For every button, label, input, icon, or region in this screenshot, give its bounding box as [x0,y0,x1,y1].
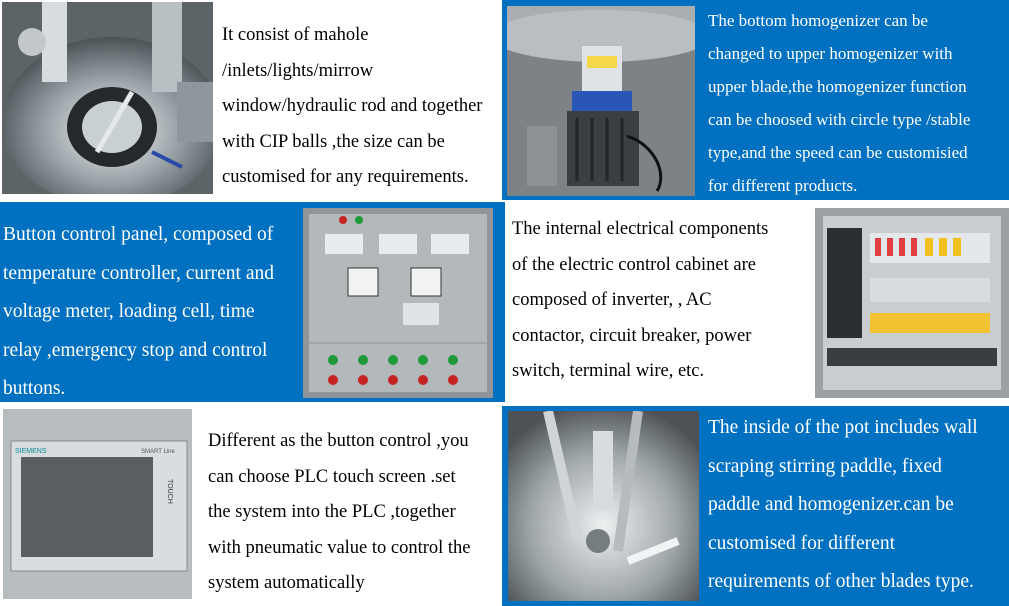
panel-pot-inside [502,406,1009,606]
electrical-photo [815,208,1009,398]
panel-homogenizer [502,0,1009,200]
button-panel-photo [303,208,493,398]
plc-description: Different as the button control ,you can choose PLC touch screen .set the system into the PLC ,together with pneumatic value to control the system automatically [208,431,471,593]
pot-inside-description: The inside of the pot includes wall scraping stirring paddle, fixed paddle and homogenizer.can be customised for different requirements of other blades type. [708,417,978,593]
electrical-description: The internal electrical components of the electric control cabinet are composed of inverter, , AC contactor, circuit breaker, power switch, terminal wire, etc. [512,219,769,381]
panel-button-control [0,202,505,402]
homogenizer-photo [507,6,695,196]
panel-manhole [0,0,505,200]
pot-inside-photo [508,411,699,601]
manhole-description: It consist of mahole /inlets/lights/mirrow window/hydraulic rod and together with CIP balls ,the size can be customised for any requirements. [222,25,483,187]
plc-photo [3,409,192,599]
homogenizer-description: The bottom homogenizer can be changed to upper homogenizer with upper blade,the homogenizer function can be choosed with circle type /stable type,and the speed can be customisied for different products. [708,11,971,195]
plc-screen-tag-text: SMART Line [141,449,175,455]
plc-side-tag-text: TOUCH [166,479,173,504]
panel-electrical [505,202,1009,402]
manhole-photo [2,2,213,194]
plc-brand-text: SIEMENS [15,448,47,455]
button-panel-description: Button control panel, composed of temperature controller, current and voltage meter, loading cell, time relay ,emergency stop and control buttons. [3,224,275,400]
panel-plc [0,406,505,606]
